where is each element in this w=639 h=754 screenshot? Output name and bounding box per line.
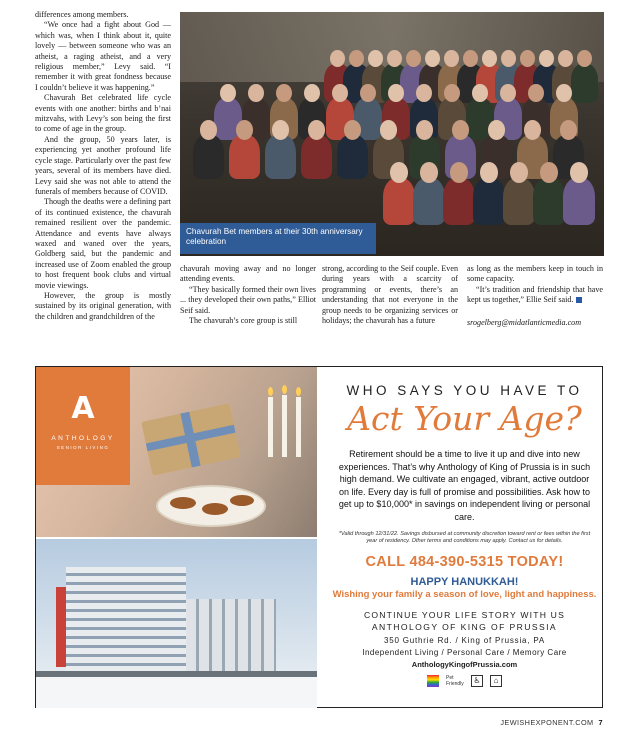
ad-address: 350 Guthrie Rd. / King of Prussia, PA xyxy=(383,635,546,645)
person-head xyxy=(416,120,433,140)
hanukkah-gift-photo xyxy=(36,367,317,537)
ad-body: Retirement should be a time to live it up and dive into new experiences. That’s why Anthology of King of Prussia is in such high demand. We cultivate an engaged, vibrant, active outdoor on life. Every day is full of promise and possibilities. Ask how to get up to $10,000* in savings on independent living or personal care. xyxy=(338,449,591,522)
person-body xyxy=(413,178,445,225)
person-head xyxy=(450,162,468,183)
person-body xyxy=(443,178,475,225)
person-head xyxy=(570,162,588,183)
article-paragraph: “We once had a fight about God — which was, when I think about it, quite lovely — between someone who was an atheist, a raging atheist, and a very religious member,” Levy said. “I remember it with great fondness because I couldn’t believe it was happening.” xyxy=(35,20,171,92)
ad-headline: Act Your Age? xyxy=(347,399,582,438)
article-paragraph xyxy=(467,285,603,306)
person-head xyxy=(480,162,498,183)
person-head xyxy=(236,120,253,140)
person-body xyxy=(337,135,368,179)
person-head xyxy=(272,120,289,140)
person-head xyxy=(488,120,505,140)
latke xyxy=(170,497,196,509)
person-head xyxy=(420,162,438,183)
advertisement xyxy=(35,366,603,708)
ad-continue: CONTINUE YOUR LIFE STORY WITH US xyxy=(363,609,566,620)
group-photo xyxy=(180,12,604,256)
anthology-logo xyxy=(36,367,130,485)
article-paragraph: chavurah moving away and no longer attending events. xyxy=(180,264,316,284)
article-paragraph: The chavurah’s core group is still xyxy=(189,316,298,326)
logo-subtitle: SENIOR LIVING xyxy=(56,445,110,450)
logo-mark: A xyxy=(71,391,95,426)
person-body xyxy=(533,178,565,225)
person-head xyxy=(560,120,577,140)
person-body xyxy=(301,135,332,179)
article-paragraph: Though the deaths were a defining part of its continued existence, the chavurah remained resilient over the pandemic. Attendance and events have always waxed and waned over the years, Goldberg said, but the pandemic and increased use of Zoom enabled the group to host frequent book clubs and virtual movie viewings. xyxy=(35,197,171,290)
ad-website-link[interactable]: AnthologyKingofPrussia.com xyxy=(411,659,518,669)
ad-community-name: ANTHOLOGY OF KING OF PRUSSIA xyxy=(371,621,558,632)
article-paragraph: Chavurah Bet celebrated life cycle events with one another: births and b’nai mitzvahs, with Levy’s son being the first to come of age in the group. xyxy=(35,93,171,134)
ad-kicker: WHO SAYS YOU HAVE TO xyxy=(346,383,583,398)
building-accent xyxy=(56,587,66,667)
person-head xyxy=(390,162,408,183)
pride-flag-icon xyxy=(427,675,439,687)
flame-icon xyxy=(268,387,273,396)
ad-icon-row xyxy=(326,675,603,687)
building-photo xyxy=(36,539,317,708)
page-footer xyxy=(500,718,603,727)
article-paragraph: strong, according to the Seif couple. Even during years with a scarcity of programming or events, there’s an understanding that not everyone in the group needs to be organizing services or holidays; the chavurah has a future xyxy=(322,264,458,326)
plate xyxy=(156,485,266,527)
gift-box xyxy=(141,403,240,476)
person-head xyxy=(510,162,528,183)
author-email[interactable]: srogelberg@midatlanticmedia.com xyxy=(467,317,582,327)
photo-caption xyxy=(180,223,376,254)
person-body xyxy=(473,178,505,225)
ad-phone-cta[interactable]: CALL 484-390-5315 TODAY! xyxy=(365,553,564,570)
logo-name: ANTHOLOGY xyxy=(51,435,115,442)
person-head xyxy=(380,120,397,140)
article-paragraph: differences among members. xyxy=(35,10,129,19)
person-body xyxy=(193,135,224,179)
pet-friendly-icon: Pet Friendly xyxy=(446,674,464,687)
snow-ground xyxy=(36,675,317,708)
building-tower xyxy=(66,567,186,677)
person-body xyxy=(563,178,595,225)
person-head xyxy=(540,162,558,183)
person-body xyxy=(229,135,260,179)
wheelchair-icon: ♿ xyxy=(471,675,483,687)
person-body xyxy=(265,135,296,179)
person-body xyxy=(383,178,415,225)
person-head xyxy=(200,120,217,140)
person-body xyxy=(571,64,598,103)
ad-wish: Wishing your family a season of love, light and happiness. xyxy=(332,588,597,600)
ad-copy xyxy=(326,367,603,707)
ad-holiday-greeting: HAPPY HANUKKAH! xyxy=(410,575,519,588)
page-number: 7 xyxy=(598,718,603,727)
ad-care-levels: Independent Living / Personal Care / Memory Care xyxy=(362,647,567,657)
candle-icon xyxy=(268,397,273,457)
building-wing xyxy=(186,599,276,677)
street xyxy=(36,671,317,677)
end-mark-icon xyxy=(576,297,582,303)
candle-icon xyxy=(282,395,287,457)
article-column-2 xyxy=(180,264,316,326)
article-column-3 xyxy=(322,264,458,326)
person-head xyxy=(524,120,541,140)
person-body xyxy=(503,178,535,225)
footer-site: JEWISHEXPONENT.COM xyxy=(500,718,594,727)
person-head xyxy=(308,120,325,140)
article-paragraph: However, the group is mostly sustained by its original generation, with the children and grandchildren of the xyxy=(35,290,171,321)
person-head xyxy=(344,120,361,140)
article-paragraph: “They basically formed their own lives ... they developed their own paths,” Elliot Seif said. xyxy=(180,284,316,315)
latke xyxy=(230,495,254,506)
person-head xyxy=(452,120,469,140)
article-column-1 xyxy=(35,10,171,322)
ad-fine-print: *Valid through 12/31/22. Savings disbursed at community discretion toward rent or fees within the first year of residency. Other terms and conditions may apply. Contact us for details. xyxy=(338,530,591,545)
photo-caption-text: Chavurah Bet members at their 30th anniversary celebration xyxy=(186,227,363,246)
latke xyxy=(202,503,228,515)
flame-icon xyxy=(296,387,301,396)
candle-icon xyxy=(296,397,301,457)
article-paragraph: as long as the members keep in touch in some capacity. xyxy=(467,264,603,284)
flame-icon xyxy=(282,385,287,394)
article-paragraph: And the group, 50 years later, is experiencing yet another profound life cycle stage. Particularly over the past few years, several of its members have died. Levy said she was not able to attend the funerals of members because of COVID. xyxy=(35,134,171,196)
article-paragraph-text: “It’s tradition and friendship that have kept us together,” Ellie Seif said. xyxy=(467,284,603,305)
equal-housing-icon: ⌂ xyxy=(490,675,502,687)
article-column-4 xyxy=(467,264,603,328)
